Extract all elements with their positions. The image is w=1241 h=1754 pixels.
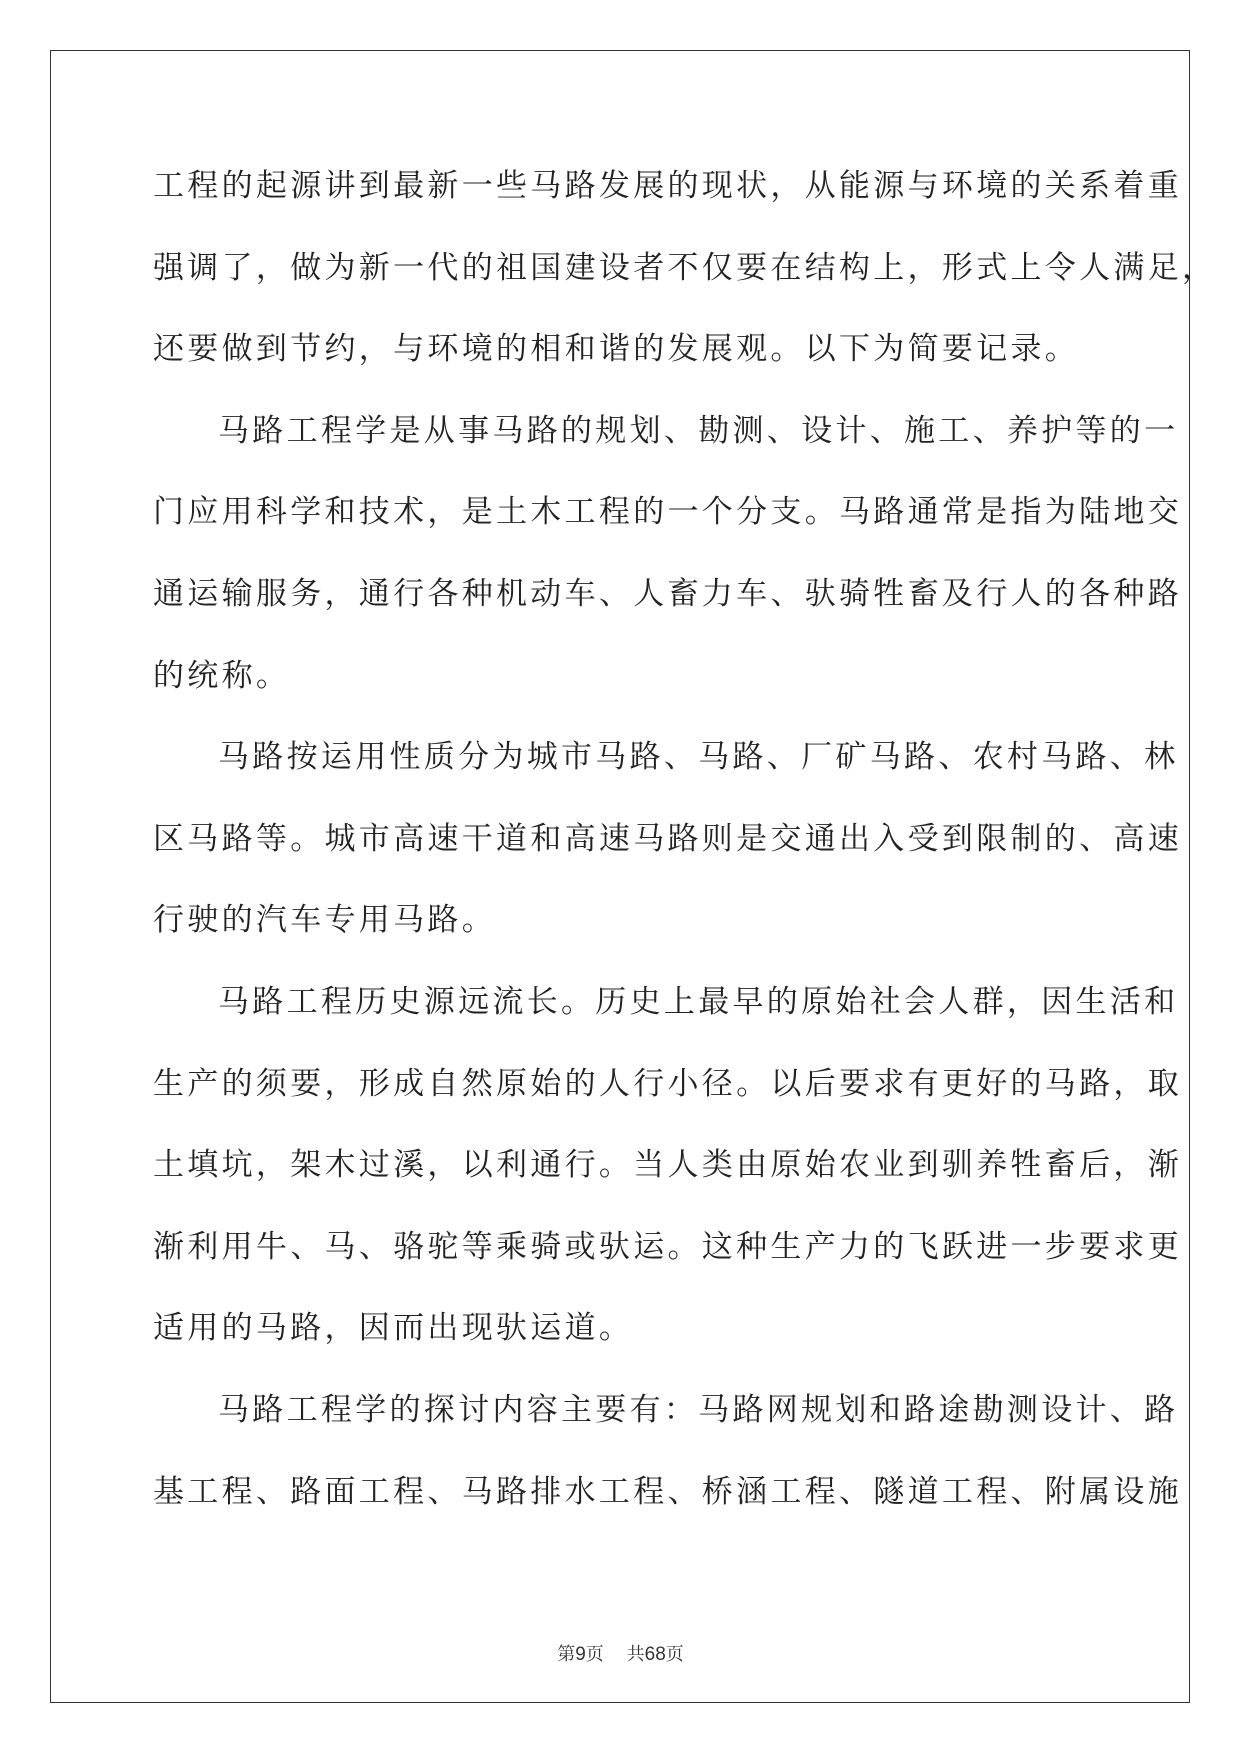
text-line: 的统称。: [153, 657, 291, 694]
text-line: 强调了，做为新一代的祖国建设者不仅要在结构上，形式上令人满足，: [153, 249, 1217, 286]
text-line: 行驶的汽车专用马路。: [153, 902, 496, 939]
paragraph-first-line: 马路工程学的探讨内容主要有：马路网规划和路途勘测设计、路: [218, 1391, 1179, 1428]
text-line: 还要做到节约，与环境的相和谐的发展观。以下为简要记录。: [153, 331, 1080, 368]
text-line: 工程的起源讲到最新一些马路发展的现状，从能源与环境的关系着重: [153, 168, 1182, 204]
text-line: 基工程、路面工程、马路排水工程、桥涵工程、隧道工程、附属设施: [153, 1473, 1182, 1510]
paragraph-first-line: 马路工程历史源远流长。历史上最早的原始社会人群，因生活和: [218, 983, 1179, 1020]
text-line: 适用的马路，因而出现驮运道。: [153, 1310, 634, 1347]
text-line: 生产的须要，形成自然原始的人行小径。以后要求有更好的马路，取: [153, 1065, 1182, 1102]
document-body: [153, 162, 1217, 1549]
paragraph-first-line: 马路按运用性质分为城市马路、马路、厂矿马路、农村马路、林: [218, 739, 1179, 776]
text-line: 渐利用牛、马、骆驼等乘骑或驮运。这种生产力的飞跃进一步要求更: [153, 1228, 1182, 1265]
total-suffix: 页: [665, 1644, 684, 1665]
total-pages: 68: [644, 1644, 666, 1665]
page-prefix: 第: [557, 1644, 576, 1665]
text-line: 区马路等。城市高速干道和高速马路则是交通出入受到限制的、高速: [153, 820, 1182, 857]
text-line: 门应用科学和技术，是土木工程的一个分支。马路通常是指为陆地交: [153, 494, 1182, 531]
page-footer: [0, 1640, 1241, 1666]
paragraph-first-line: 马路工程学是从事马路的规划、勘测、设计、施工、养护等的一: [218, 412, 1179, 449]
total-prefix: 共: [626, 1644, 645, 1665]
text-line: 通运输服务，通行各种机动车、人畜力车、驮骑牲畜及行人的各种路: [153, 575, 1182, 612]
page-number: 9: [575, 1644, 586, 1665]
text-line: 土填坑，架木过溪，以利通行。当人类由原始农业到驯养牲畜后，渐: [153, 1147, 1182, 1184]
page-suffix: 页: [585, 1644, 604, 1665]
